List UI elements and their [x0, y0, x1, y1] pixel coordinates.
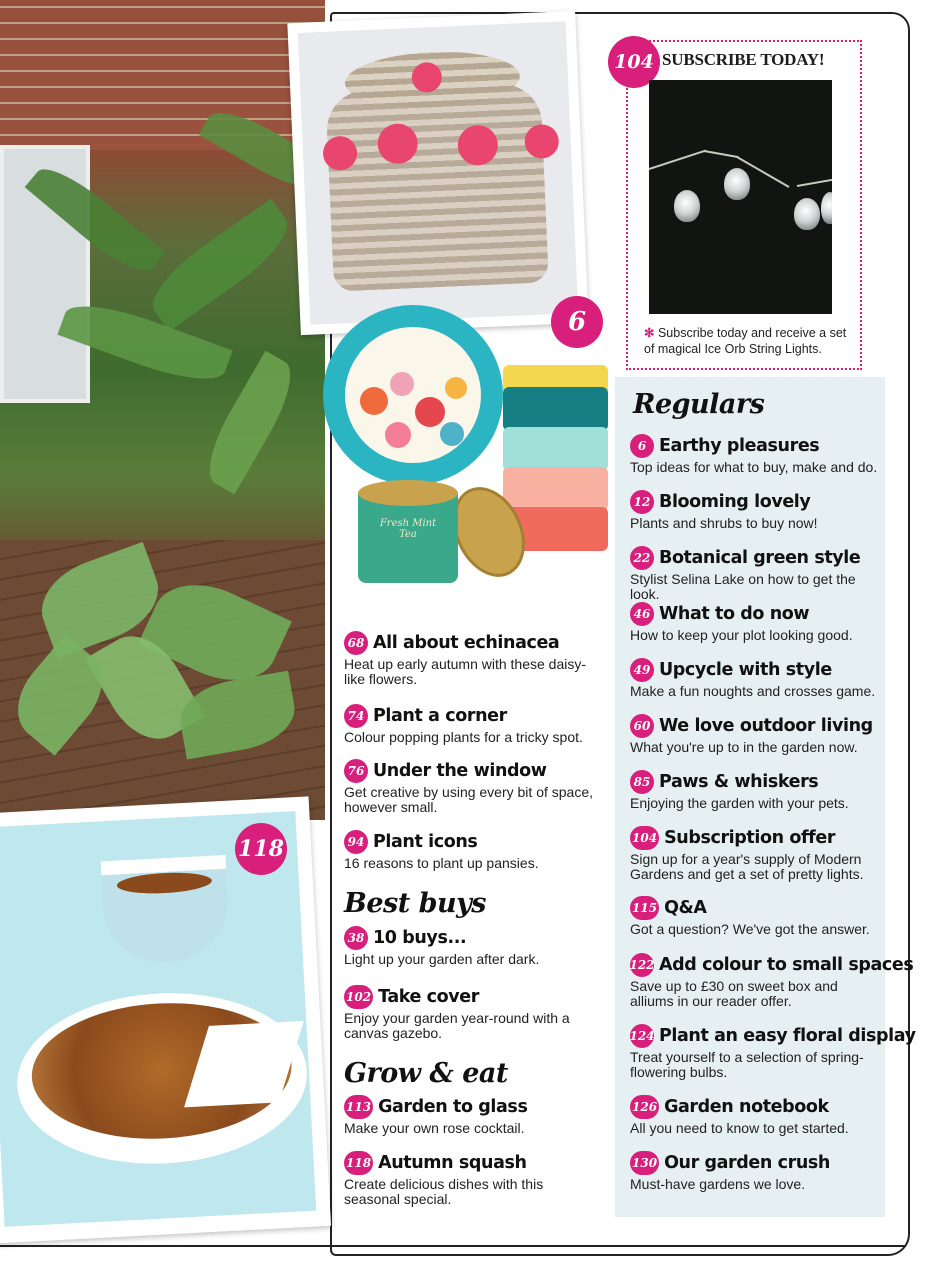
entry-title: Upcycle with style [659, 660, 832, 680]
entry-title: Plant a corner [373, 706, 507, 726]
page-number-badge: 104 [608, 36, 660, 88]
contents-entry[interactable] [344, 830, 606, 871]
brick-wall [0, 0, 325, 150]
nut-bowl [101, 855, 231, 965]
page-number-badge: 102 [344, 985, 373, 1009]
contents-entry[interactable] [630, 896, 882, 937]
entry-title: Blooming lovely [659, 492, 811, 512]
entry-description: Stylist Selina Lake on how to get the look. [630, 571, 856, 602]
page-number-badge: 60 [630, 714, 654, 738]
page-number-badge: 68 [344, 631, 368, 655]
subscribe-text: ✻ Subscribe today and receive a set of magical Ice Orb String Lights. [644, 326, 847, 356]
pompom [524, 124, 559, 159]
basket-photo [298, 21, 578, 324]
page-number-badge: 104 [630, 826, 659, 850]
entry-description: How to keep your plot looking good. [630, 627, 853, 643]
page-number-badge: 94 [344, 830, 368, 854]
entry-description: Plants and shrubs to buy now! [630, 515, 818, 531]
entry-title: Botanical green style [659, 548, 861, 568]
entry-description: Light up your garden after dark. [344, 951, 540, 967]
page-number-badge: 118 [344, 1151, 373, 1175]
entry-title: Under the window [373, 761, 547, 781]
asterisk-icon: ✻ [644, 326, 655, 340]
entry-description: Make your own rose cocktail. [344, 1120, 525, 1136]
entry-title: Garden to glass [378, 1097, 528, 1117]
contents-entry[interactable] [344, 1151, 584, 1207]
contents-entry[interactable] [630, 602, 882, 643]
entry-title: Take cover [378, 987, 479, 1007]
page-number-badge: 6 [630, 434, 654, 458]
entry-title: Paws & whiskers [659, 772, 819, 792]
entry-description: Save up to £30 on sweet box and alliums in our reader offer. [630, 978, 838, 1009]
contents-entry[interactable] [630, 1151, 882, 1192]
entry-description: Colour popping plants for a tricky spot. [344, 729, 583, 745]
basket-photo-card [287, 11, 588, 335]
contents-entry[interactable] [630, 490, 882, 531]
entry-title: Earthy pleasures [659, 436, 820, 456]
contents-entry[interactable] [344, 1095, 584, 1136]
entry-title: Our garden crush [664, 1153, 830, 1173]
page-number-badge: 22 [630, 546, 654, 570]
entry-title: All about echinacea [373, 633, 560, 653]
contents-entry[interactable] [344, 759, 606, 815]
candle-tin [358, 480, 458, 590]
contents-entry[interactable] [630, 434, 882, 475]
entry-description: Top ideas for what to buy, make and do. [630, 459, 878, 475]
entry-description: Treat yourself to a selection of spring-flowering bulbs. [630, 1049, 864, 1080]
page-number-badge: 76 [344, 759, 368, 783]
page-number-badge: 130 [630, 1151, 659, 1175]
contents-entry[interactable] [630, 714, 882, 755]
entry-title: We love outdoor living [659, 716, 873, 736]
page-number-badge: 124 [630, 1024, 654, 1048]
frame-bottom-line [0, 1245, 905, 1247]
entry-title: Autumn squash [378, 1153, 527, 1173]
page-number-badge: 49 [630, 658, 654, 682]
entry-title: Add colour to small spaces [659, 955, 914, 975]
contents-entry[interactable] [630, 770, 882, 811]
garden-photo [0, 0, 325, 820]
entry-title: Plant icons [373, 832, 478, 852]
page-number-badge: 85 [630, 770, 654, 794]
entry-title: 10 buys... [373, 928, 467, 948]
entry-description: Make a fun noughts and crosses game. [630, 683, 876, 699]
page-number-badge: 122 [630, 953, 654, 977]
page-number-badge: 46 [630, 602, 654, 626]
entry-description: Enjoying the garden with your pets. [630, 795, 849, 811]
entry-description: Get creative by using every bit of space, however small. [344, 784, 594, 815]
candle-label: Fresh Mint Tea [379, 518, 437, 540]
entry-description: All you need to know to get started. [630, 1120, 849, 1136]
woven-basket [325, 82, 549, 291]
contents-entry[interactable] [344, 704, 606, 745]
contents-entry[interactable] [630, 546, 882, 602]
contents-entry[interactable] [630, 826, 882, 882]
subscribe-title: SUBSCRIBE TODAY! [662, 50, 825, 69]
contents-entry[interactable] [344, 985, 584, 1041]
entry-description: Must-have gardens we love. [630, 1176, 806, 1192]
contents-entry[interactable] [630, 1095, 882, 1136]
page-number-badge: 6 [551, 296, 603, 348]
entry-description: Sign up for a year's supply of Modern Gardens and get a set of pretty lights. [630, 851, 864, 882]
entry-description: Create delicious dishes with this seasonal special. [344, 1176, 544, 1207]
entry-title: Garden notebook [664, 1097, 829, 1117]
entry-description: 16 reasons to plant up pansies. [344, 855, 539, 871]
page-number-badge: 12 [630, 490, 654, 514]
page-number-badge: 113 [344, 1095, 373, 1119]
contents-entry[interactable] [344, 631, 606, 687]
page-number-badge: 74 [344, 704, 368, 728]
contents-entry[interactable] [629, 953, 914, 1009]
contents-entry[interactable] [630, 658, 882, 699]
entry-description: Enjoy your garden year-round with a canvas gazebo. [344, 1010, 570, 1041]
entry-title: Subscription offer [664, 828, 836, 848]
best-buys-heading: Best buys [344, 888, 486, 919]
entry-title: What to do now [659, 604, 810, 624]
string-lights-photo [649, 80, 832, 314]
contents-entry[interactable] [344, 926, 584, 967]
page-number-badge: 118 [235, 823, 287, 875]
entry-description: What you're up to in the garden now. [630, 739, 858, 755]
contents-entry[interactable] [629, 1024, 916, 1080]
entry-description: Got a question? We've got the answer. [630, 921, 870, 937]
entry-description: Heat up early autumn with these daisy-like flowers. [344, 656, 587, 687]
page-number-badge: 115 [630, 896, 659, 920]
page-number-badge: 126 [630, 1095, 659, 1119]
floral-plate [323, 305, 503, 485]
regulars-heading: Regulars [633, 389, 765, 420]
entry-title: Q&A [664, 898, 707, 918]
page-number-badge: 38 [344, 926, 368, 950]
entry-title: Plant an easy floral display [659, 1026, 916, 1046]
grow-eat-heading: Grow & eat [344, 1058, 508, 1089]
